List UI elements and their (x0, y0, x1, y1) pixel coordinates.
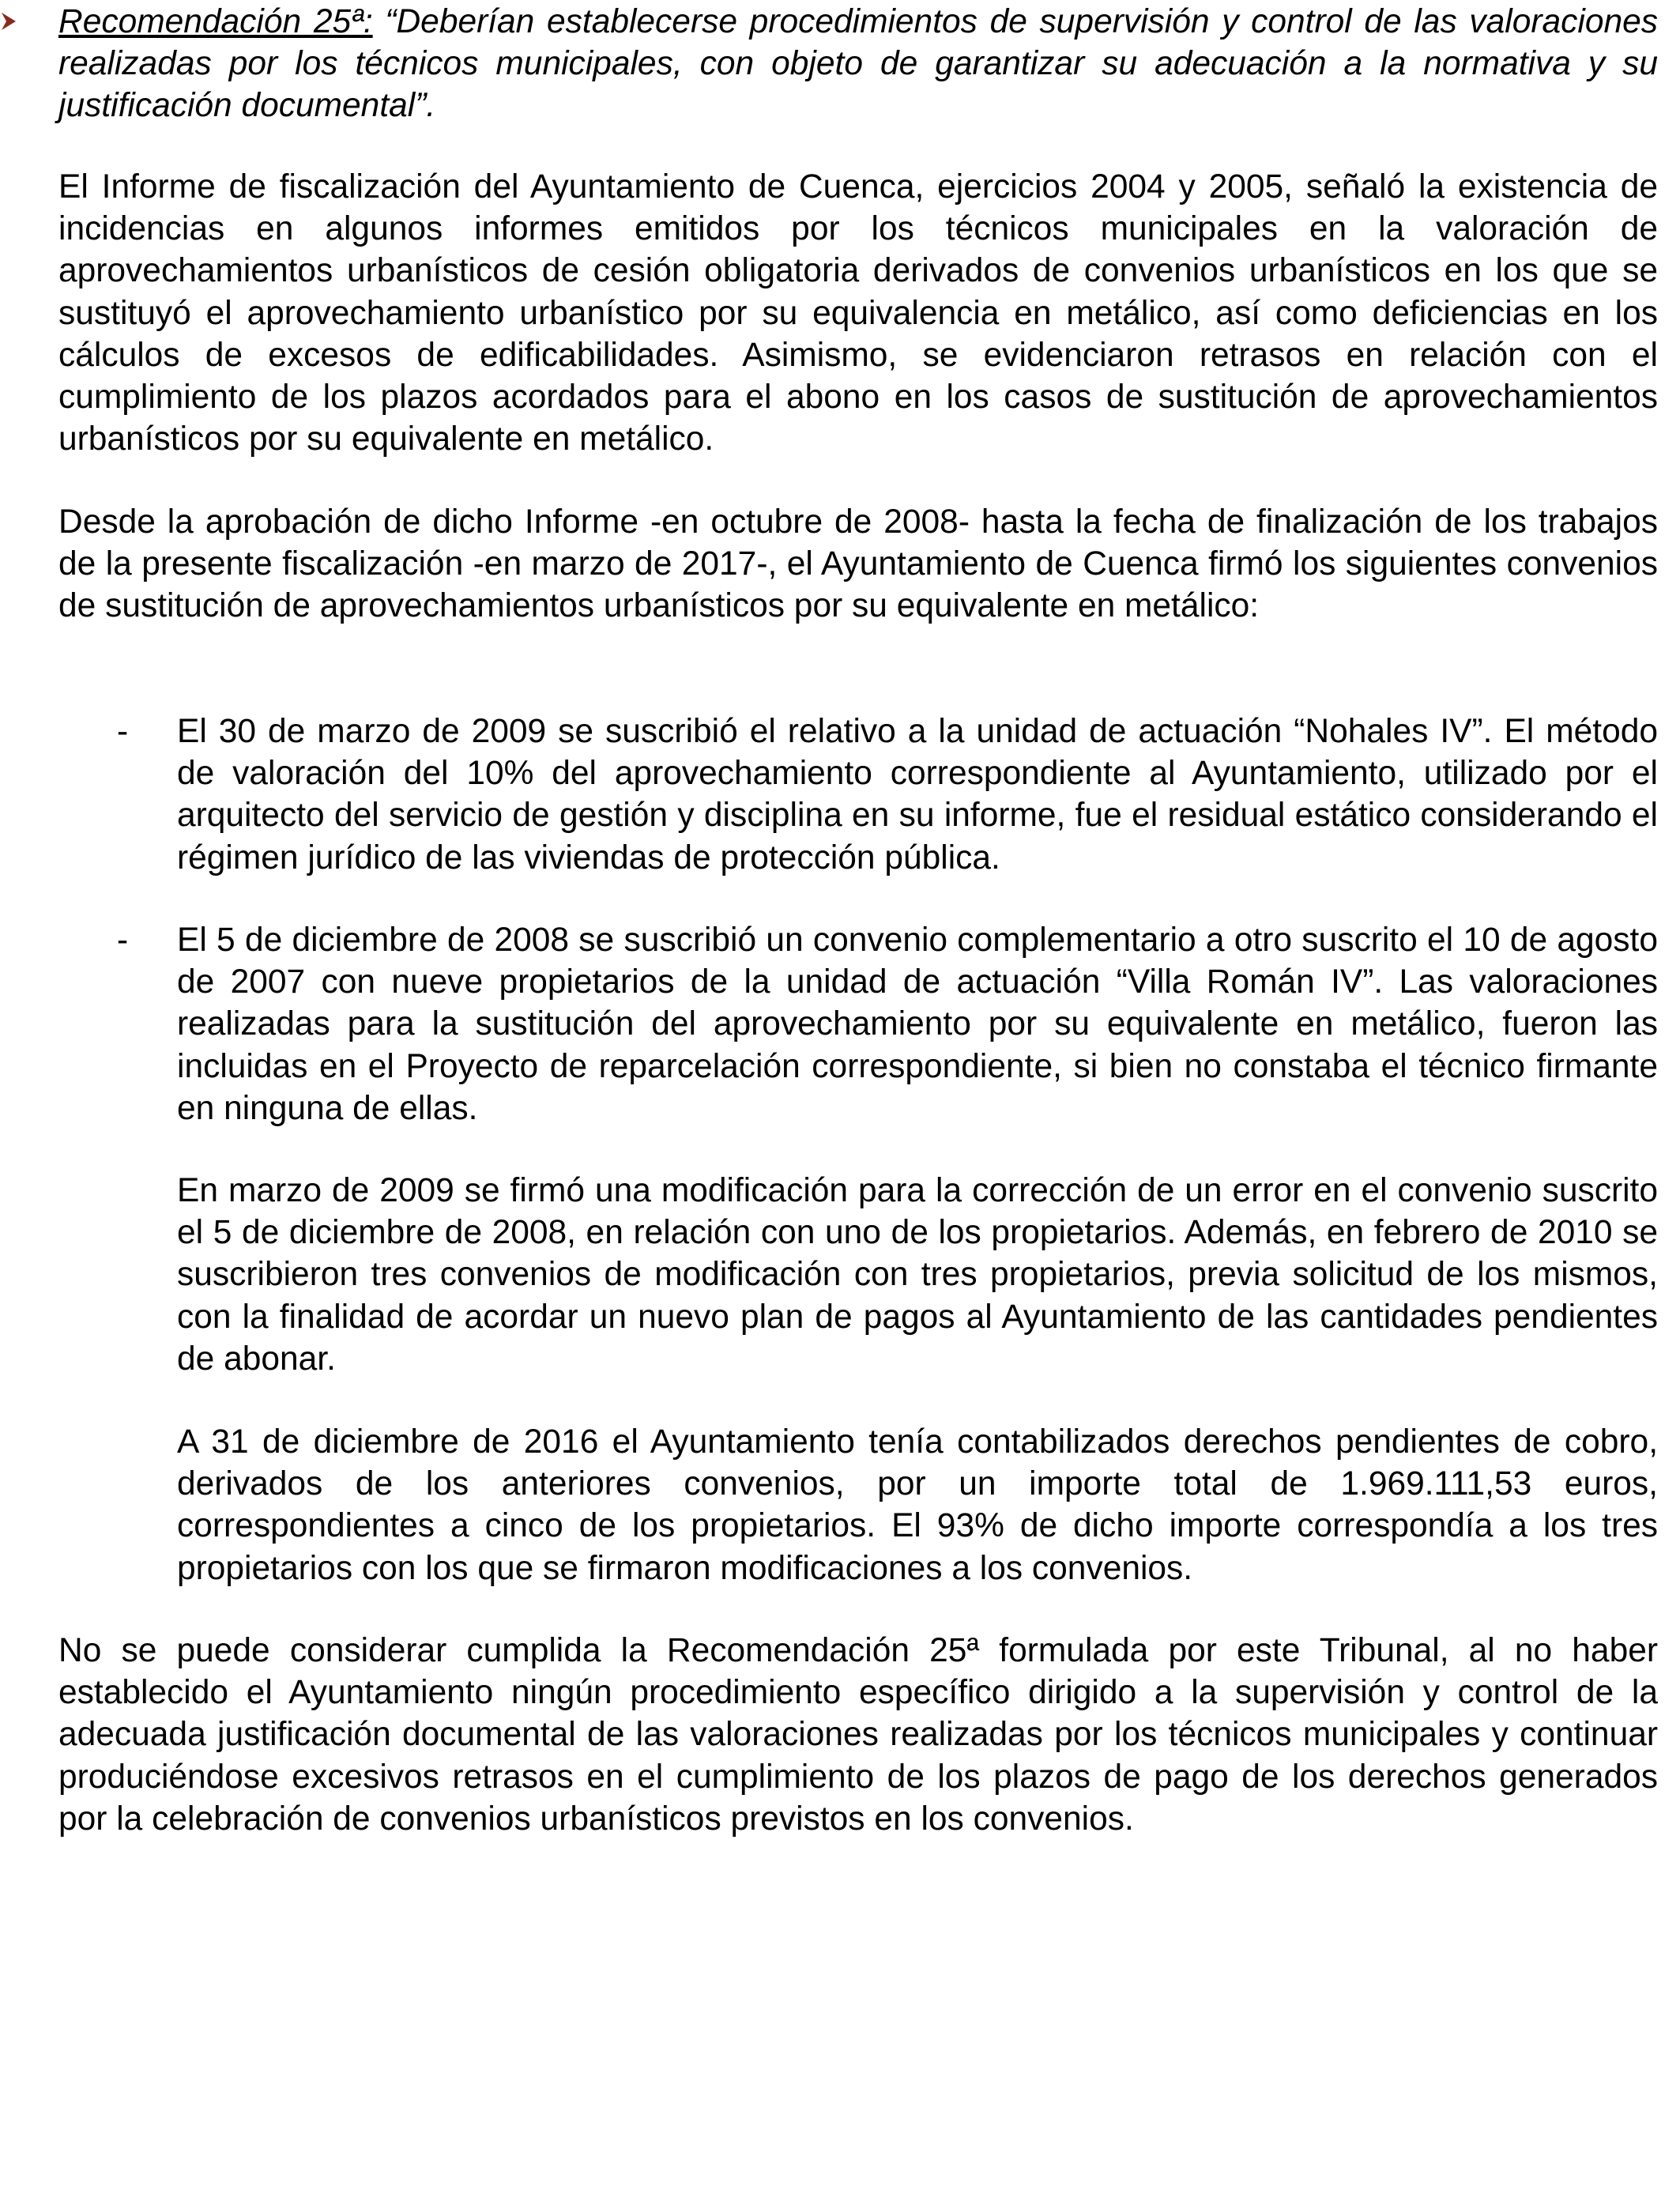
list-dash: - (117, 713, 129, 750)
paragraph-conventions-intro: Desde la aprobación de dicho Informe -en octubre de 2008- hasta la fecha de finalización de los trabajos de la presente fiscalización -en marzo de 2017-, el Ayuntamiento de Cuenca firmó los siguientes convenios de sustitución de aprovechamientos urbanísticos por su equivalente en metálico: (58, 503, 1658, 625)
list-item-nohales: El 30 de marzo de 2009 se suscribió el relativo a la unidad de actuación “Nohales IV”. El método de valoración del 10% del aprovechamiento correspondiente al Ayuntamiento, utilizado por el arquitecto del servicio de gestión y disciplina en su informe, fue el residual estático considerando el régimen jurídico de las viviendas de protección pública. (177, 713, 1658, 876)
list-dash: - (117, 922, 129, 959)
recommendation-quote: “Deberían establecerse procedimientos de supervisión y control de las valoraciones realizadas por los técnicos municipales, con objeto de garantizar su adecuación a la normativa y su justificación documental”. (58, 3, 1658, 125)
list-item-villa-roman: El 5 de diciembre de 2008 se suscribió un convenio complementario a otro suscrito el 10 de agosto de 2007 con nueve propietarios de la unidad de actuación “Villa Román IV”. Las valoraciones realizadas para la sustitución del aprovechamiento por su equivalente en metálico, fueron las incluidas en el Proyecto de reparcelación correspondiente, si bien no constaba el técnico firmante en ninguna de ellas. (177, 922, 1658, 1127)
paragraph-previous-report: El Informe de fiscalización del Ayuntamiento de Cuenca, ejercicios 2004 y 2005, señaló la existencia de incidencias en algunos informes emitidos por los técnicos municipales en la valoración de aprovechamientos urbanísticos de cesión obligatoria derivados de convenios urbanísticos en los que se sustituyó el aprovechamiento urbanístico por su equivalencia en metálico, así como deficiencias en los cálculos de excesos de edificabilidades. Asimismo, se evidenciaron retrasos en relación con el cumplimiento de los plazos acordados para el abono en los casos de sustitución de aprovechamientos urbanísticos por su equivalente en metálico. (58, 168, 1658, 458)
list-item-villa-roman-pending-rights: A 31 de diciembre de 2016 el Ayuntamiento tenía contabilizados derechos pendientes de cobro, derivados de los anteriores convenios, por un importe total de 1.969.111,53 euros, correspondientes a cinco de los propietarios. El 93% de dicho importe correspondía a los tres propietarios con los que se firmaron modificaciones a los convenios. (177, 1423, 1658, 1587)
list-item-villa-roman-modifications: En marzo de 2009 se firmó una modificación para la corrección de un error en el convenio suscrito el 5 de diciembre de 2008, en relación con uno de los propietarios. Además, en febrero de 2010 se suscribieron tres convenios de modificación con tres propietarios, previa solicitud de los mismos, con la finalidad de acordar un nuevo plan de pagos al Ayuntamiento de las cantidades pendientes de abonar. (177, 1172, 1658, 1378)
paragraph-conclusion: No se puede considerar cumplida la Recomendación 25ª formulada por este Tribunal, al no haber establecido el Ayuntamiento ningún procedimiento específico dirigido a la supervisión y control de la adecuada justificación documental de las valoraciones realizadas por los técnicos municipales y continuar produciéndose excesivos retrasos en el cumplimiento de los plazos de pago de los derechos generados por la celebración de convenios urbanísticos previstos en los convenios. (58, 1632, 1658, 1838)
arrow-bullet-icon (0, 11, 17, 32)
recommendation-paragraph (58, 1, 1658, 127)
recommendation-label: Recomendación 25ª: (58, 3, 373, 40)
